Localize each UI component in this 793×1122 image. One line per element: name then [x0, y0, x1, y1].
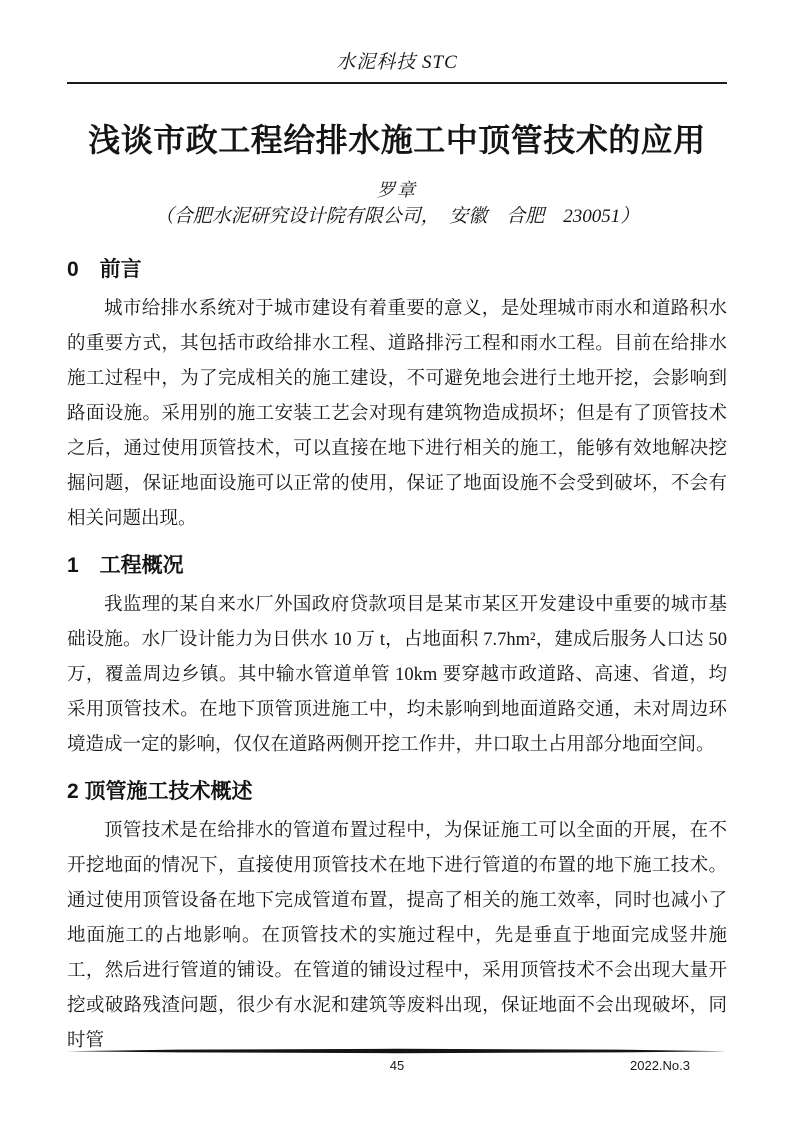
section-paragraph: 顶管技术是在给排水的管道布置过程中，为保证施工可以全面的开展，在不开挖地面的情况下，直接使用顶管技术在地下进行管道的布置的地下施工技术。通过使用顶管设备在地下完成管道布置，提高了相关的施工效率，同时也减小了地面施工的占地影响。在顶管技术的实施过程中，先是垂直于地面完成竖井施工，然后进行管道的铺设。在管道的铺设过程中，采用顶管技术不会出现大量开挖或破路残渣问题，很少有水泥和建筑等废料出现，保证地面不会出现破坏，同时管	[67, 821, 727, 1051]
section-heading: 1 工程概况	[67, 554, 184, 577]
footer-row	[67, 1057, 727, 1077]
page-number: 45	[389, 1058, 405, 1073]
section-pipe-jacking-overview	[67, 778, 727, 1059]
article-affiliation: （合肥水泥研究设计院有限公司， 安徽 合肥 230051）	[154, 206, 640, 227]
section-foreword	[67, 256, 727, 537]
section-heading: 0 前言	[67, 258, 142, 281]
footer-rule	[67, 1048, 727, 1054]
page-footer	[67, 1048, 727, 1077]
article-title: 浅谈市政工程给排水施工中顶管技术的应用	[88, 122, 706, 158]
section-paragraph: 城市给排水系统对于城市建设有着重要的意义，是处理城市雨水和道路积水的重要方式，其包括市政给排水工程、道路排污工程和雨水工程。目前在给排水施工过程中，为了完成相关的施工建设，不可避免地会进行土地开挖，会影响到路面设施。采用别的施工安装工艺会对现有建筑物造成损坏；但是有了顶管技术之后，通过使用顶管技术，可以直接在地下进行相关的施工，能够有效地解决挖掘问题，保证地面设施可以正常的使用，保证了地面设施不会受到破坏，不会有相关问题出现。	[67, 299, 727, 529]
journal-name: 水泥科技 STC	[336, 52, 458, 73]
section-paragraph: 我监理的某自来水厂外国政府贷款项目是某市某区开发建设中重要的城市基础设施。水厂设计能力为日供水 10 万 t，占地面积 7.7hm²，建成后服务人口达 50 万，覆盖周边乡镇。其中输水管道单管 10km 要穿越市政道路、高速、省道，均采用顶管技术。在地下顶管顶进施工中，均未影响到地面道路交通，未对周边环境造成一定的影响，仅仅在道路两侧开挖工作井，井口取土占用部分地面空间。	[67, 595, 727, 755]
article-author: 罗章	[377, 180, 417, 200]
journal-header	[67, 50, 727, 84]
section-heading: 2 顶管施工技术概述	[67, 780, 253, 803]
section-project-overview	[67, 552, 727, 763]
issue-label: 2022.No.3	[630, 1058, 690, 1073]
